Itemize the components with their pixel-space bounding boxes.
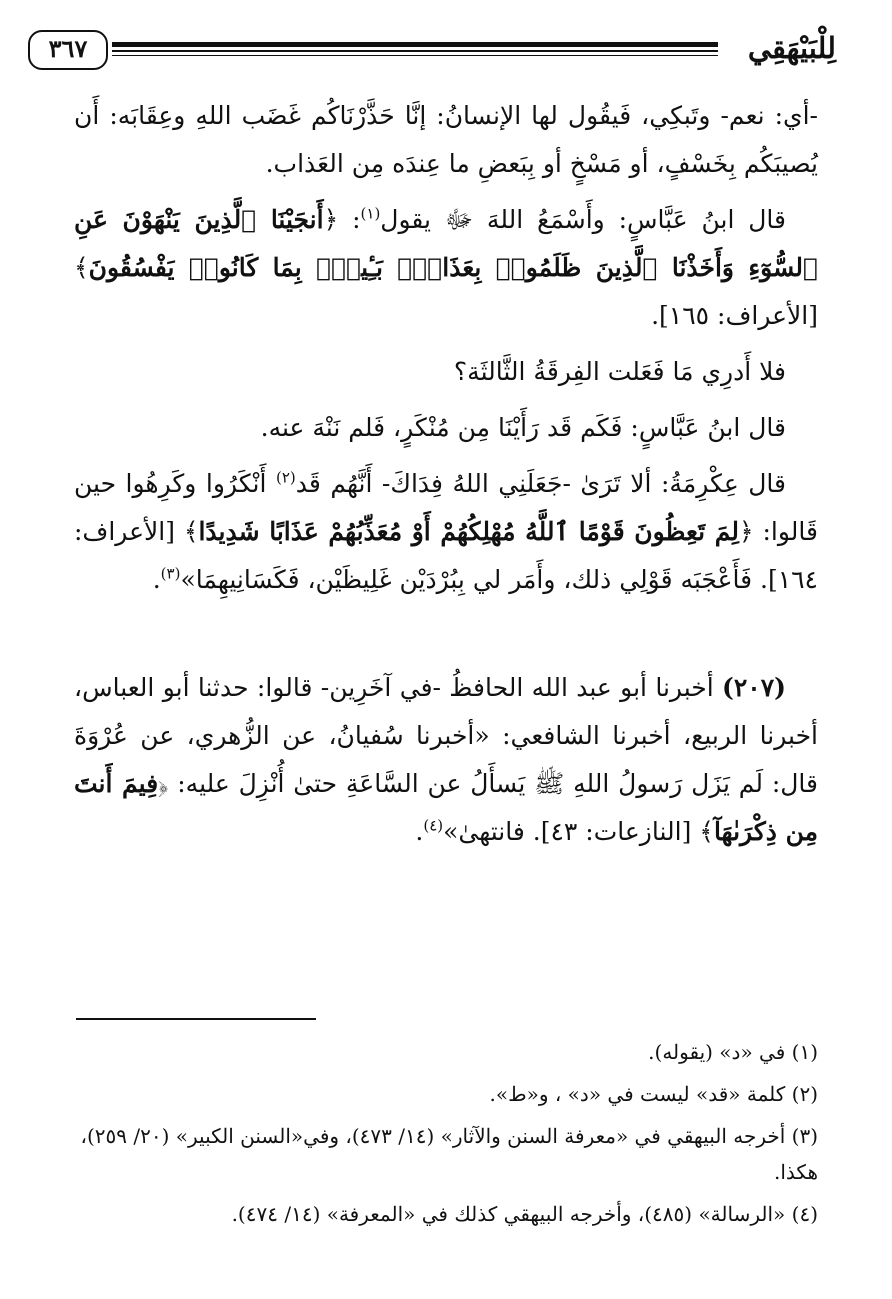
section-gap bbox=[74, 612, 818, 664]
page-header bbox=[28, 24, 836, 80]
running-title: لِلْبَيْهَقِي bbox=[747, 31, 836, 65]
paragraph-4: قال ابنُ عَبَّاسٍ: فَكَم قَد رَأَيْنَا مِن مُنْكَرٍ، فَلم نَنْهَ عنه. bbox=[260, 413, 786, 442]
footnote-3: (٣) أخرجه البيهقي في «معرفة السنن والآثار» (١٤/ ٤٧٣)، وفي«السنن الكبير» (٢٠/ ٢٥٩)، هكذا. bbox=[80, 1124, 818, 1184]
hadith-number: (٢٠٧) bbox=[722, 673, 786, 702]
paragraph-6 bbox=[74, 664, 818, 856]
header-rule-middle bbox=[112, 50, 718, 52]
p2-text-b: : ﴿ bbox=[323, 205, 361, 234]
footnotes bbox=[74, 1034, 818, 1238]
quran-verse-2: لِمَ تَعِظُونَ قَوْمًا ٱللَّهُ مُهْلِكُهُمْ أَوْ مُعَذِّبُهُمْ عَذَابًا شَدِيدًا bbox=[198, 517, 739, 546]
footnote-4: (٤) «الرسالة» (٤٨٥)، وأخرجه البيهقي كذلك في «المعرفة» (١٤/ ٤٧٤). bbox=[231, 1202, 818, 1226]
footnote-ref-4: (٤) bbox=[423, 816, 444, 835]
paragraph-5 bbox=[74, 460, 818, 604]
quran-verse-1: أَنجَيْنَا ٱلَّذِينَ يَنْهَوْنَ عَنِ ٱلسُّوٓءِ وَأَخَذْنَا ٱلَّذِينَ ظَلَمُوا۟ بِعَذَابٍۭ بَـِٔيسٍۭ بِمَا كَانُوا۟ يَفْسُقُونَ bbox=[74, 205, 818, 282]
footnote-separator bbox=[76, 1018, 316, 1020]
footnote-ref-3: (٣) bbox=[160, 564, 181, 583]
footnote-ref-1: (١) bbox=[360, 204, 381, 223]
main-text bbox=[74, 92, 818, 864]
p5-text-d: . bbox=[152, 565, 161, 594]
footnote-2: (٢) كلمة «قد» ليست في «د» ، و«ط». bbox=[489, 1082, 818, 1106]
p2-text-a: قال ابنُ عَبَّاسٍ: وأَسْمَعُ اللهَ ﷻ يقول bbox=[380, 205, 786, 234]
footnote-ref-2: (٢) bbox=[275, 468, 296, 487]
p5-text-b: أَنْكَرُوا وكَرِهُوا حين قَالوا: ﴿ bbox=[74, 469, 818, 546]
page-number: ٣٦٧ bbox=[28, 30, 108, 70]
p2-text-c: ﴾ [الأعراف: ١٦٥]. bbox=[74, 253, 818, 330]
p5-text-a: قال عِكْرِمَةُ: ألا تَرَىٰ -جَعَلَنِي اللهُ فِدَاكَ- أَنَّهُم قَد bbox=[295, 469, 786, 498]
p6-text-a: أخبرنا أبو عبد الله الحافظُ -في آخَرِين- قالوا: حدثنا أبو العباس، أخبرنا الربيع، أخبرنا الشافعي: «أخبرنا سُفيانُ، عن الزُّهري، عن عُرْوَةَ قال: لَم يَزَل رَسولُ اللهِ ﷺ يَسأَلُ عن السَّاعَةِ حتىٰ أُنْزِلَ عليه: ﴿ bbox=[74, 673, 819, 798]
p6-text-b: ﴾ [النازعات: ٤٣]. فانتهىٰ» bbox=[443, 817, 714, 846]
footnote-1: (١) في «د» (يقوله). bbox=[648, 1040, 818, 1064]
quran-verse-3: فِيمَ أَنتَ مِن ذِكْرَىٰهَآ bbox=[74, 769, 818, 846]
header-rule-thin bbox=[112, 55, 718, 56]
header-rule-thick bbox=[112, 42, 718, 47]
paragraph-2 bbox=[74, 196, 818, 340]
p6-text-c: . bbox=[415, 817, 424, 846]
paragraph-3: فلا أَدرِي مَا فَعَلت الفِرقَةُ الثَّالثَة؟ bbox=[453, 357, 786, 386]
paragraph-1: -أي: نعم- وتَبكِي، فَيقُول لها الإنسانُ: إنَّا حَذَّرْنَاكُم غَضَب اللهِ وعِقَابَه: أَن يُصيبَكُم بِخَسْفٍ، أو مَسْخٍ أو بِبَعضِ ما عِندَه مِن العَذاب. bbox=[74, 101, 818, 178]
p5-text-c: ﴾ [الأعراف: ١٦٤]. فَأَعْجَبَه قَوْلِي ذلك، وأَمَر لي بِبُرْدَيْن غَلِيظَيْن، فَكَسَانِيهِمَا» bbox=[74, 517, 818, 594]
